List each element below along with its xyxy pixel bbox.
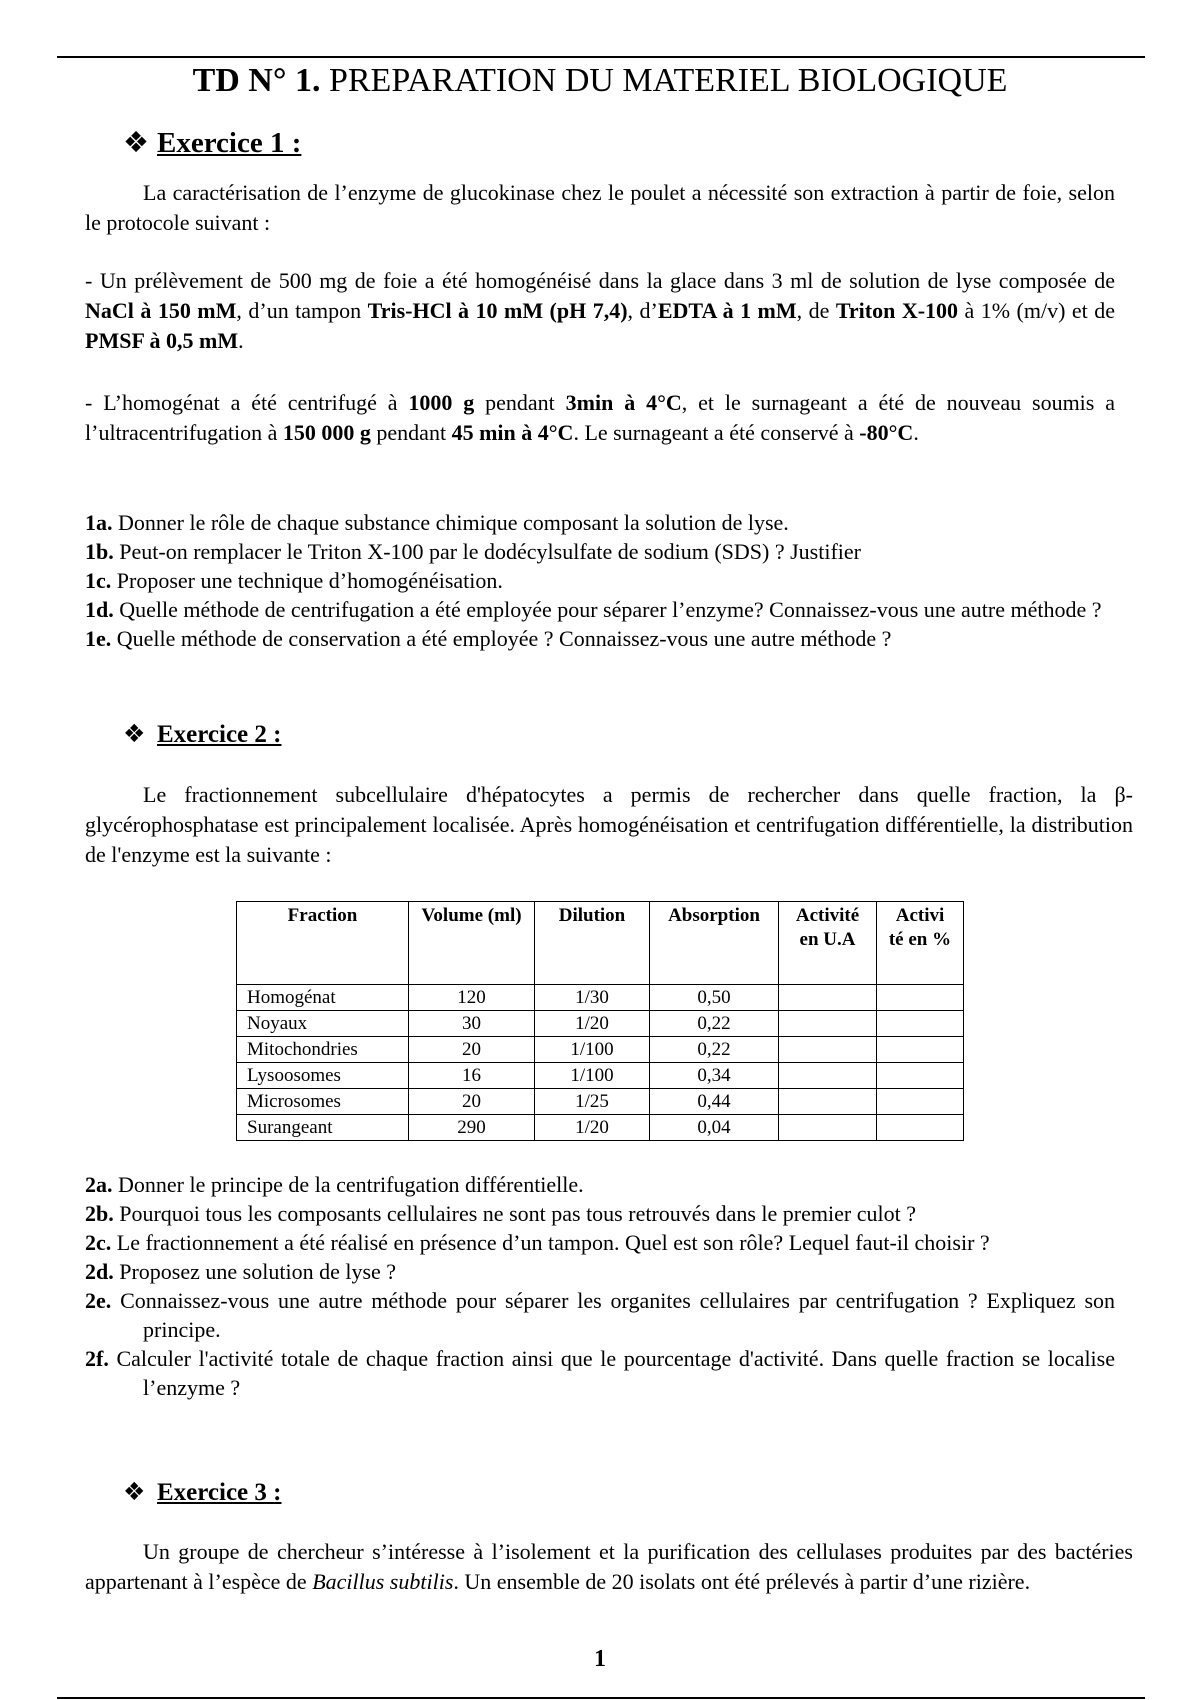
exercise1-questions — [85, 508, 1115, 653]
table-cell — [877, 1115, 964, 1141]
table-cell: 16 — [409, 1063, 535, 1089]
question: 2b. Pourquoi tous les composants cellulaires ne sont pas tous retrouvés dans le premier culot ? — [85, 1201, 916, 1226]
table-cell: 1/100 — [535, 1037, 650, 1063]
table-cell — [877, 1089, 964, 1115]
table-cell: 1/20 — [535, 1011, 650, 1037]
title-text: PREPARATION DU MATERIEL BIOLOGIQUE — [328, 62, 1008, 99]
question: 1e. Quelle méthode de conservation a été employée ? Connaissez-vous une autre méthode ? — [85, 626, 892, 651]
table-cell — [877, 985, 964, 1011]
table-row — [237, 1063, 964, 1089]
page-number: 1 — [594, 1646, 606, 1672]
table-cell: 1/25 — [535, 1089, 650, 1115]
table-cell: 120 — [409, 985, 535, 1011]
table-cell: 290 — [409, 1115, 535, 1141]
table-cell — [877, 1063, 964, 1089]
table-cell: Microsomes — [237, 1089, 409, 1115]
table-cell — [779, 1115, 877, 1141]
exercise2-title: Exercice 2 : — [157, 721, 282, 748]
question: 1d. Quelle méthode de centrifugation a été employée pour séparer l’enzyme? Connaissez-vous une autre méthode ? — [85, 597, 1102, 622]
table-cell: Homogénat — [237, 985, 409, 1011]
exercise2-questions — [85, 1170, 1115, 1402]
table-cell — [779, 1063, 877, 1089]
table-cell — [779, 1011, 877, 1037]
question: 2e. Connaissez-vous une autre méthode pour séparer les organites cellulaires par centrifugation ? Expliquez son principe. — [85, 1288, 1116, 1342]
table-cell: 0,04 — [650, 1115, 779, 1141]
table-cell — [877, 1011, 964, 1037]
question: 2c. Le fractionnement a été réalisé en présence d’un tampon. Quel est son rôle? Lequel faut-il choisir ? — [85, 1230, 990, 1255]
table-cell: Noyaux — [237, 1011, 409, 1037]
table-cell: 30 — [409, 1011, 535, 1037]
exercise3-intro: Un groupe de chercheur s’intéresse à l’isolement et la purification des cellulases produites par des bactéries appartenant à l’espèce de Bacillus subtilis. Un ensemble de 20 isolats ont été prélevés à partir d’une rizière. — [85, 1539, 1133, 1594]
table-cell: 20 — [409, 1089, 535, 1115]
diamond-bullet-icon: ❖ — [123, 1477, 146, 1506]
exercise2-intro: Le fractionnement subcellulaire d'hépatocytes a permis de rechercher dans quelle fraction, la β-glycérophosphatase est principalement localisée. Après homogénéisation et centrifugation différentielle, la distribution de l'enzyme est la suivante : — [85, 782, 1133, 867]
table-cell — [779, 985, 877, 1011]
question: 1b. Peut-on remplacer le Triton X-100 par le dodécylsulfate de sodium (SDS) ? Justifier — [85, 539, 861, 564]
table-cell: 0,44 — [650, 1089, 779, 1115]
table-cell: 0,50 — [650, 985, 779, 1011]
bottom-rule — [57, 1697, 1145, 1699]
question: 2f. Calculer l'activité totale de chaque fraction ainsi que le pourcentage d'activité. Dans quelle fraction se localise l’enzyme ? — [85, 1346, 1115, 1400]
table-cell — [877, 1037, 964, 1063]
table-row — [237, 985, 964, 1011]
table-row — [237, 1089, 964, 1115]
exercise3-title: Exercice 3 : — [157, 1479, 282, 1506]
title-bold: TD N° 1. — [192, 62, 321, 99]
table-row — [237, 1037, 964, 1063]
table-cell: 1/20 — [535, 1115, 650, 1141]
table-cell: 1/100 — [535, 1063, 650, 1089]
fraction-table — [236, 901, 964, 1141]
table-header: Absorption — [650, 902, 779, 985]
diamond-bullet-icon: ❖ — [123, 125, 149, 159]
question: 1a. Donner le rôle de chaque substance chimique composant la solution de lyse. — [85, 510, 789, 535]
exercise1-step2: - L’homogénat a été centrifugé à 1000 g pendant 3min à 4°C, et le surnageant a été de nouveau soumis a l’ultracentrifugation à 150 000 g pendant 45 min à 4°C. Le surnageant a été conservé à -80°C. — [85, 390, 1115, 445]
table-header: Activité en U.A — [779, 902, 877, 985]
table-header: Dilution — [535, 902, 650, 985]
table-header-row — [237, 902, 964, 985]
table-cell: Lysoosomes — [237, 1063, 409, 1089]
table-cell — [779, 1037, 877, 1063]
table-cell: 1/30 — [535, 985, 650, 1011]
table-cell: 0,22 — [650, 1011, 779, 1037]
species-name: Bacillus subtilis — [312, 1569, 454, 1594]
question: 2a. Donner le principe de la centrifugation différentielle. — [85, 1172, 584, 1197]
table-cell: 0,34 — [650, 1063, 779, 1089]
table-header: Activi té en % — [877, 902, 964, 985]
table-row — [237, 1115, 964, 1141]
table-cell: Surangeant — [237, 1115, 409, 1141]
exercise1-title: Exercice 1 : — [157, 127, 302, 159]
exercise1-intro: La caractérisation de l’enzyme de glucokinase chez le poulet a nécessité son extraction à partir de foie, selon le protocole suivant : — [85, 180, 1115, 235]
question: 1c. Proposer une technique d’homogénéisation. — [85, 568, 503, 593]
table-cell: 20 — [409, 1037, 535, 1063]
table-cell: Mitochondries — [237, 1037, 409, 1063]
exercise1-step1: - Un prélèvement de 500 mg de foie a été homogénéisé dans la glace dans 3 ml de solution de lyse composée de NaCl à 150 mM, d’un tampon Tris-HCl à 10 mM (pH 7,4), d’EDTA à 1 mM, de Triton X-100 à 1% (m/v) et de PMSF à 0,5 mM. — [85, 268, 1116, 353]
table-row — [237, 1011, 964, 1037]
question: 2d. Proposez une solution de lyse ? — [85, 1259, 397, 1284]
table-header: Fraction — [237, 902, 409, 985]
exercise3-heading — [123, 1476, 281, 1509]
top-rule — [57, 56, 1145, 58]
diamond-bullet-icon: ❖ — [123, 719, 146, 748]
table-cell: 0,22 — [650, 1037, 779, 1063]
page-title — [0, 60, 1200, 102]
table-header: Volume (ml) — [409, 902, 535, 985]
table-cell — [779, 1089, 877, 1115]
exercise1-heading — [123, 126, 301, 159]
exercise2-heading — [123, 718, 281, 751]
